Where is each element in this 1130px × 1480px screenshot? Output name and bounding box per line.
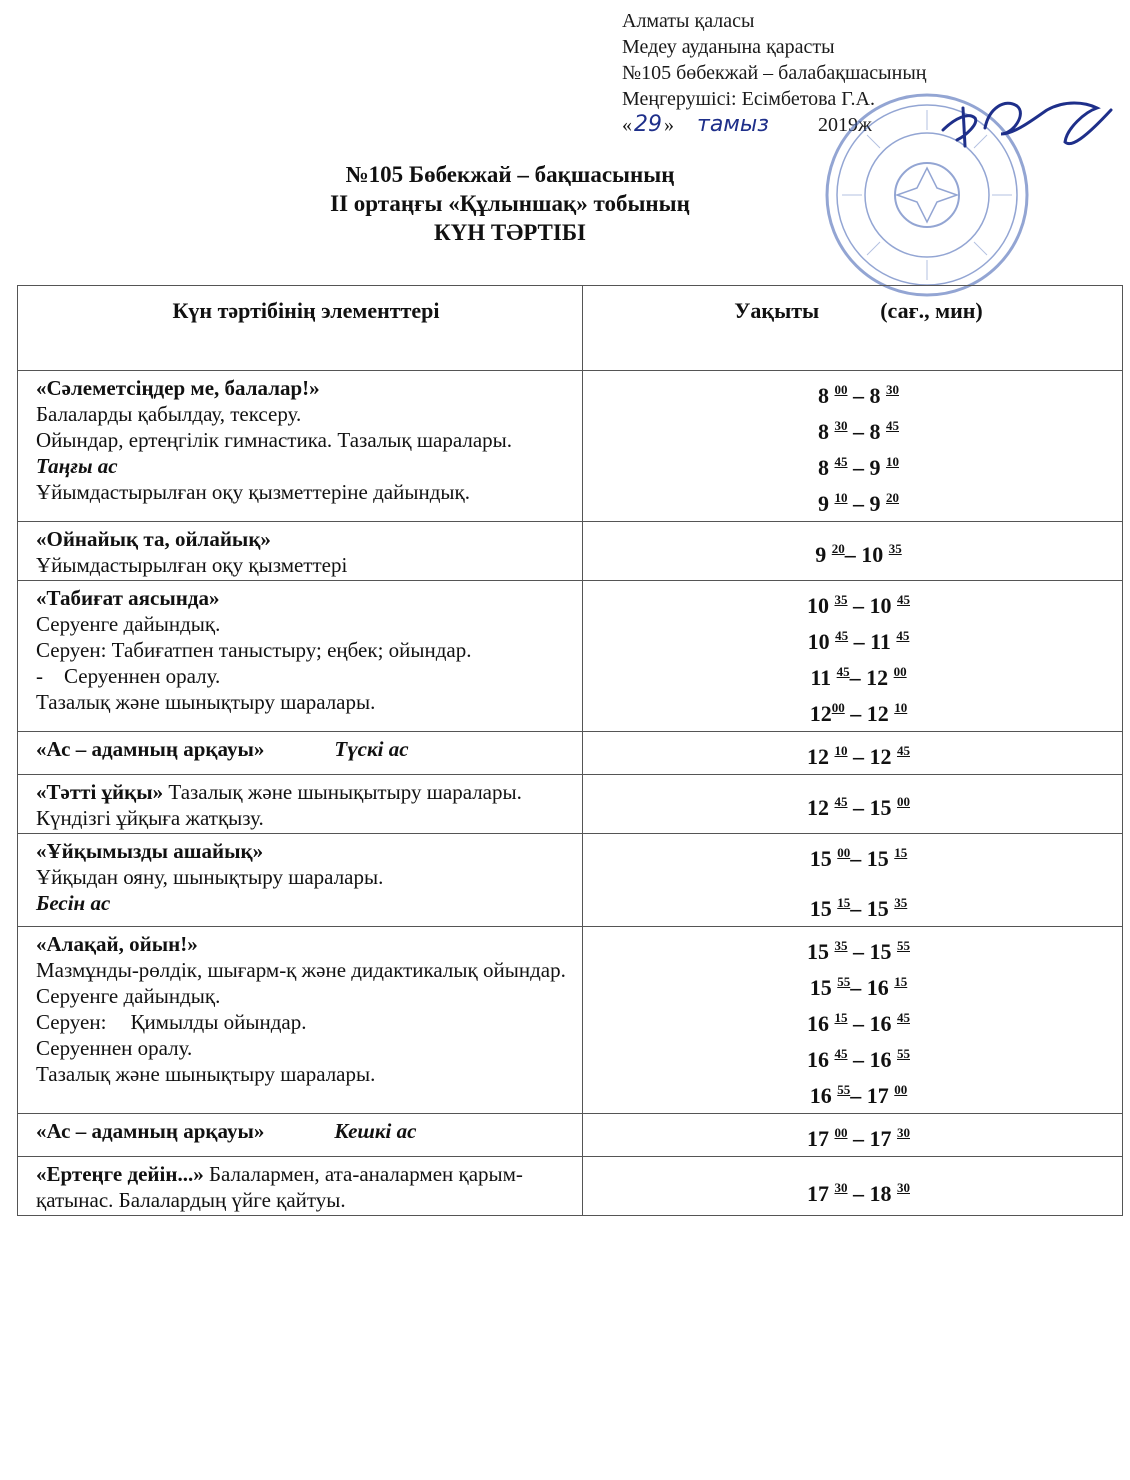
time-range: 8 $^{00}$ – 8 $^{30}$ — [818, 382, 899, 408]
time-range: 12 $^{45}$ – 15 $^{00}$ — [807, 794, 910, 820]
schedule-time-cell — [583, 732, 1123, 775]
schedule-element-cell: «Алақай, ойын!» Мазмұнды-рөлдік, шығарм-қ және дидактикалық ойындар. Серуенге дайындық. Серуен: Қимылды ойындар. Серуеннен оралу. Тазалық және шынықтыру шаралары. — [18, 927, 583, 1114]
time-range: 17 $^{00}$ – 17 $^{30}$ — [807, 1125, 910, 1151]
table-row — [18, 371, 1123, 522]
row-title: «Сәлеметсіңдер ме, балалар!» — [36, 376, 320, 400]
time-range: $12^{00} - 12$ $^{10}$ — [809, 700, 908, 726]
schedule-time-cell — [583, 522, 1123, 581]
meal-label: Кешкі ас — [334, 1119, 417, 1143]
time-range: 16 $^{55}$– 17 $^{00}$ — [809, 1082, 908, 1108]
schedule-element-cell: «Ұйқымызды ашайық» Ұйқыдан ояну, шынықтыру шаралары. Бесін ас — [18, 834, 583, 927]
row-title: «Тәтті ұйқы» — [36, 780, 164, 804]
schedule-time-cell — [583, 775, 1123, 834]
time-range: 16 $^{45}$ – 16 $^{55}$ — [807, 1046, 910, 1072]
row-title: «Ойнайық та, ойлайық» — [36, 527, 271, 551]
title-line-3: КҮН ТӘРТІБІ — [433, 220, 587, 245]
time-range: 10 $^{45}$ – 11 $^{45}$ — [807, 628, 910, 654]
time-range: 15 $^{00}$– 15 $^{15}$ — [809, 845, 908, 871]
table-row — [18, 522, 1123, 581]
schedule-time-cell — [583, 371, 1123, 522]
row-title: «Алақай, ойын!» — [36, 932, 198, 956]
schedule-element-cell: «Ойнайық та, ойлайық» Ұйымдастырылған оқу қызметтері — [18, 522, 583, 581]
approval-kindergarten: №105 бөбекжай – балабақшасының — [622, 62, 927, 84]
header-elements: Күн тәртібінің элементтері — [18, 286, 583, 371]
row-title: «Ертеңге дейін...» — [36, 1162, 204, 1186]
document-title-block — [200, 160, 820, 247]
time-range: 8 $^{30}$ – 8 $^{45}$ — [818, 418, 899, 444]
schedule-time-cell — [583, 1157, 1123, 1216]
signature-icon — [935, 88, 1120, 168]
time-range: 9 $^{10}$ – 9 $^{20}$ — [818, 490, 899, 516]
meal-label: Түскі ас — [334, 737, 409, 761]
daily-schedule-table — [17, 285, 1123, 1216]
time-range: 12 $^{10}$ – 12 $^{45}$ — [807, 743, 910, 769]
title-line-2: II ортаңғы «Құлыншақ» тобының — [330, 191, 690, 216]
schedule-time-cell — [583, 927, 1123, 1114]
title-line-1: №105 Бөбекжай – бақшасының — [345, 162, 675, 187]
row-title: «Ас – адамның арқауы» — [36, 737, 265, 761]
schedule-element-cell: «Табиғат аясында» Серуенге дайындық. Серуен: Табиғатпен таныстыру; еңбек; ойындар. - Серуеннен оралу. Тазалық және шынықтыру шаралары. — [18, 581, 583, 732]
schedule-time-cell — [583, 1114, 1123, 1157]
table-header-row — [18, 286, 1123, 371]
time-range: 9 $^{20}$– 10 $^{35}$ — [815, 541, 902, 567]
time-range: 8 $^{45}$ – 9 $^{10}$ — [818, 454, 899, 480]
approval-district: Медеу ауданына қарасты — [622, 36, 835, 58]
time-range: 10 $^{35}$ – 10 $^{45}$ — [807, 592, 910, 618]
table-row — [18, 1114, 1123, 1157]
schedule-element-cell: «Ертеңге дейін...» Балалармен, ата-аналармен қарым-қатынас. Балалардың үйге қайтуы. — [18, 1157, 583, 1216]
table-row — [18, 834, 1123, 927]
time-range: 15 $^{35}$ – 15 $^{55}$ — [807, 938, 910, 964]
table-row — [18, 775, 1123, 834]
schedule-element-cell — [18, 1114, 583, 1157]
table-row — [18, 732, 1123, 775]
approval-head: Меңгерушісі: Есімбетова Г.А. — [622, 88, 875, 110]
approval-date-month: тамыз — [697, 112, 769, 137]
table-row — [18, 1157, 1123, 1216]
time-range: 17 $^{30}$ – 18 $^{30}$ — [807, 1180, 910, 1206]
time-range: 15 $^{15}$– 15 $^{35}$ — [809, 895, 908, 921]
row-title: «Ас – адамның арқауы» — [36, 1119, 265, 1143]
schedule-time-cell — [583, 834, 1123, 927]
schedule-element-cell — [18, 732, 583, 775]
header-time: Уақыты (сағ., мин) — [583, 286, 1123, 371]
schedule-element-cell: «Тәтті ұйқы» Тазалық және шынықытыру шаралары. Күндізгі ұйқыға жатқызу. — [18, 775, 583, 834]
table-row — [18, 927, 1123, 1114]
row-title: «Табиғат аясында» — [36, 586, 220, 610]
time-range: 15 $^{55}$– 16 $^{15}$ — [809, 974, 908, 1000]
approval-date-day: 29 — [634, 112, 662, 137]
approval-date-year: 2019ж — [818, 114, 872, 136]
time-range: 16 $^{15}$ – 16 $^{45}$ — [807, 1010, 910, 1036]
approval-city: Алматы қаласы — [622, 10, 755, 32]
table-row — [18, 581, 1123, 732]
schedule-time-cell — [583, 581, 1123, 732]
approval-date: «29 » тамыз 2019ж — [622, 112, 872, 137]
time-range: 11 $^{45}$– 12 $^{00}$ — [810, 664, 907, 690]
schedule-element-cell: «Сәлеметсіңдер ме, балалар!» Балаларды қабылдау, тексеру. Ойындар, ертеңгілік гимнастика. Тазалық шаралары. Таңғы ас Ұйымдастырылған оқу қызметтеріне дайындық. — [18, 371, 583, 522]
row-title: «Ұйқымызды ашайық» — [36, 839, 264, 863]
